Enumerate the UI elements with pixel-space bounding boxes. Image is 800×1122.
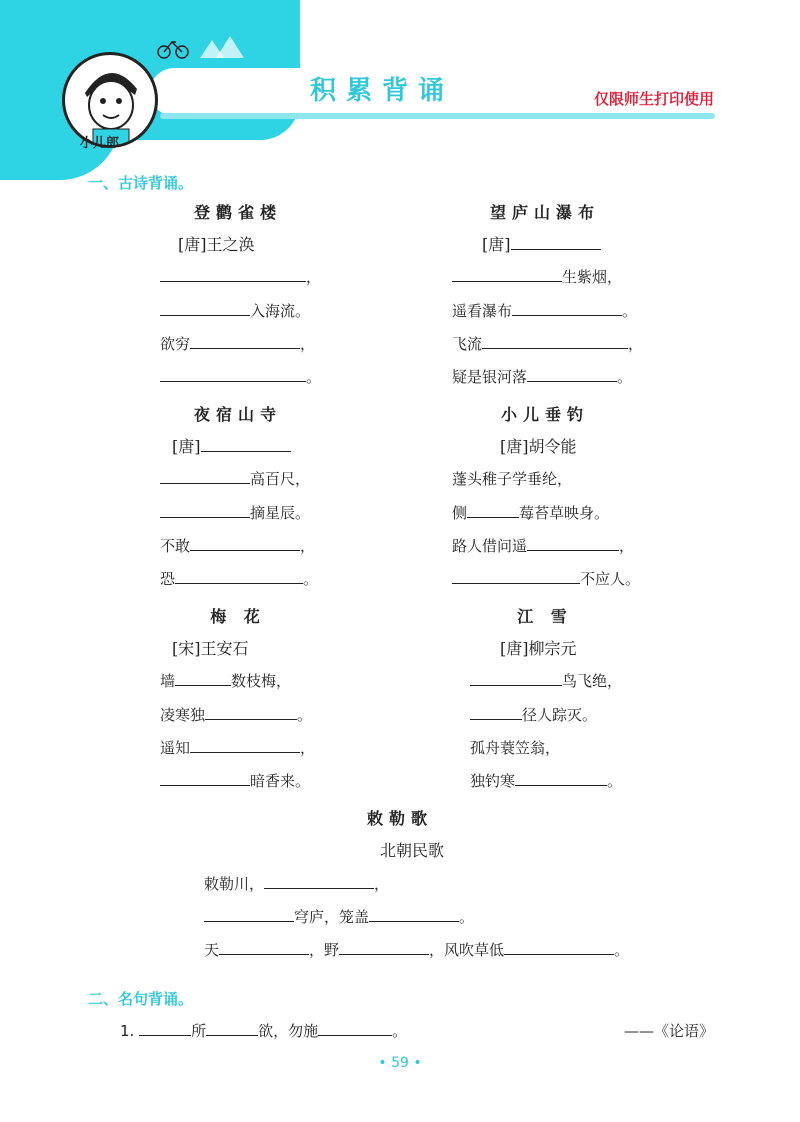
poem-line: 暗香来。 — [160, 770, 310, 791]
answer-blank[interactable] — [264, 874, 374, 889]
answer-blank[interactable] — [515, 771, 607, 786]
poem-line: 摘星辰。 — [160, 502, 310, 523]
answer-blank[interactable] — [190, 536, 300, 551]
poem-author: [唐]王之涣 — [178, 235, 255, 254]
poem-line: ， — [160, 266, 321, 287]
poem-title: 梅 花 — [210, 607, 266, 626]
poem-author: [唐]胡令能 — [500, 437, 577, 456]
poem-line: 径人踪灭。 — [470, 704, 597, 725]
answer-blank[interactable] — [190, 334, 300, 349]
mascot-name: 小儿郎 — [80, 136, 120, 151]
answer-blank[interactable] — [470, 671, 562, 686]
section-heading-poems: 一、古诗背诵。 — [88, 174, 194, 192]
answer-blank[interactable] — [452, 267, 562, 282]
answer-blank[interactable] — [219, 940, 309, 955]
poem-line: 恐 。 — [160, 570, 319, 588]
section-heading-quotes: 二、名句背诵。 — [88, 990, 194, 1008]
poem-title: 敕勒歌 — [366, 809, 433, 828]
answer-blank[interactable] — [467, 503, 519, 518]
answer-blank[interactable] — [318, 1021, 392, 1036]
answer-blank[interactable] — [206, 1021, 258, 1036]
poem-author: [宋]王安石 — [172, 639, 249, 658]
poem-line: 飞流 ， — [452, 335, 644, 353]
poem-line: 欲穷 ， — [160, 335, 316, 353]
poem-line: 遥看瀑布 。 — [452, 302, 638, 320]
answer-blank[interactable] — [527, 367, 617, 382]
poem-author: [唐] — [172, 434, 291, 457]
poem-line: 疑是银河落 。 — [452, 368, 633, 386]
answer-blank[interactable] — [470, 705, 522, 720]
answer-blank[interactable] — [512, 301, 622, 316]
poem-line: 凌寒独 。 — [160, 706, 313, 724]
poem-line: 不敢 ， — [160, 537, 316, 555]
answer-blank[interactable] — [139, 1021, 191, 1036]
answer-blank[interactable] — [160, 301, 250, 316]
answer-blank[interactable] — [504, 940, 614, 955]
poem-title: 夜宿山寺 — [193, 405, 282, 424]
poem-line: 不应人。 — [452, 568, 640, 589]
answer-blank[interactable] — [205, 705, 297, 720]
answer-blank[interactable] — [511, 235, 601, 250]
poem-line: 入海流。 — [160, 300, 310, 321]
poem-line: 生紫烟， — [452, 266, 622, 287]
answer-blank[interactable] — [452, 569, 580, 584]
poem-author: 北朝民歌 — [380, 841, 445, 860]
page-number: • 59 • — [378, 1055, 422, 1071]
answer-blank[interactable] — [175, 569, 303, 584]
answer-blank[interactable] — [175, 671, 231, 686]
poem-line: 高百尺， — [160, 468, 310, 489]
poem-line: 孤舟蓑笠翁， — [470, 739, 561, 757]
answer-blank[interactable] — [190, 738, 300, 753]
poem-line: 侧 莓苔草映身。 — [452, 504, 610, 522]
answer-blank[interactable] — [160, 267, 306, 282]
answer-blank[interactable] — [160, 503, 250, 518]
answer-blank[interactable] — [204, 907, 294, 922]
poem-author: [唐]柳宗元 — [500, 639, 577, 658]
answer-blank[interactable] — [160, 771, 250, 786]
poem-line: 鸟飞绝， — [470, 670, 622, 691]
poem-author: [唐] — [482, 232, 601, 255]
quote-line: 1. 所 欲，勿施 。 — [120, 1022, 408, 1040]
header-underline — [160, 113, 715, 119]
poem-title: 小儿垂钓 — [500, 405, 589, 424]
poem-title: 登鹳雀楼 — [193, 203, 282, 222]
answer-blank[interactable] — [160, 469, 250, 484]
poem-line: 天 ，野 ，风吹草低 。 — [204, 941, 630, 959]
poem-line: 路人借问遥 ， — [452, 537, 635, 555]
answer-blank[interactable] — [201, 437, 291, 452]
answer-blank[interactable] — [527, 536, 619, 551]
poem-title: 江 雪 — [517, 607, 573, 626]
poem-line: 穹庐，笼盖 。 — [204, 906, 474, 927]
answer-blank[interactable] — [339, 940, 429, 955]
poem-line: 独钓寒 。 — [470, 772, 623, 790]
poem-line: 。 — [160, 366, 321, 387]
poem-title: 望庐山瀑布 — [489, 203, 600, 222]
answer-blank[interactable] — [160, 367, 306, 382]
answer-blank[interactable] — [482, 334, 628, 349]
poem-line: 遥知 ， — [160, 739, 316, 757]
restriction-notice: 仅限师生打印使用 — [593, 90, 714, 108]
poem-line: 蓬头稚子学垂纶， — [452, 470, 573, 488]
quote-source: ——《论语》 — [624, 1022, 715, 1040]
poem-line: 敕勒川， ， — [204, 875, 390, 893]
poem-line: 墙 数枝梅， — [160, 672, 292, 690]
answer-blank[interactable] — [369, 907, 459, 922]
bicycle-icon — [150, 30, 260, 60]
page-title: 积累背诵 — [310, 76, 455, 106]
